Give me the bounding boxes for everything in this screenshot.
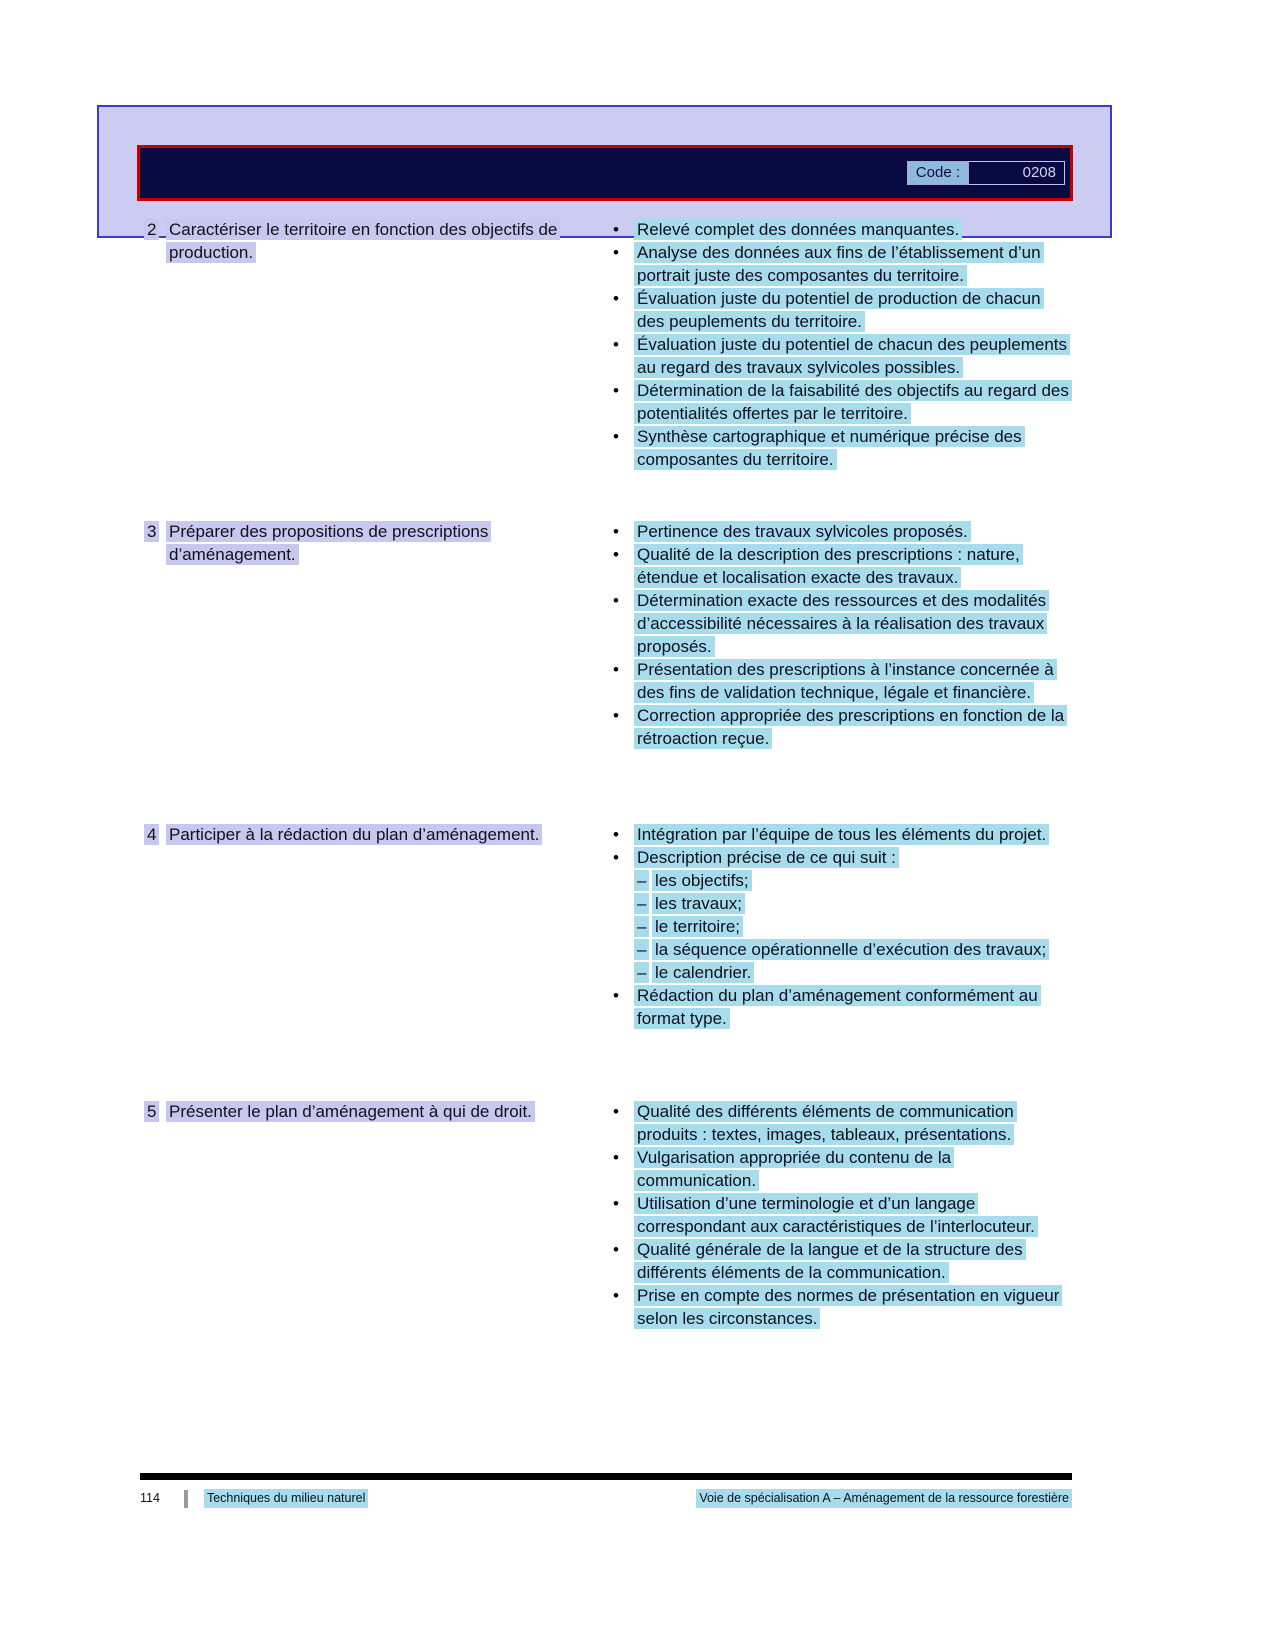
criterion-text: Utilisation d’une terminologie et d’un langage correspondant aux caractéristiques de l’interlocuteur. <box>634 1193 1038 1237</box>
dash-icon <box>634 961 652 984</box>
bullet-icon: • <box>613 243 619 262</box>
competency-number <box>144 823 166 846</box>
criterion-text-wrap <box>634 589 1070 658</box>
bullet-icon: • <box>613 706 619 725</box>
competency-number-text: 4 <box>144 824 159 845</box>
bullet-icon: • <box>613 427 619 446</box>
criterion-text-wrap <box>634 218 1070 241</box>
bullet-icon: • <box>613 220 619 239</box>
sub-criterion-item <box>634 892 1070 915</box>
bullet-icon: • <box>613 1148 619 1167</box>
criterion-text-wrap <box>634 379 1070 425</box>
criterion-text: Intégration par l’équipe de tous les éléments du projet. <box>634 824 1049 845</box>
sub-criterion-text: le territoire; <box>652 916 743 937</box>
criterion-text-wrap <box>634 333 1070 379</box>
criterion-item <box>613 425 1070 471</box>
code-field <box>907 161 1065 185</box>
criterion-text: Analyse des données aux fins de l’établissement d’un portrait juste des composantes du territoire. <box>634 242 1044 286</box>
criterion-text-wrap <box>634 1100 1070 1146</box>
criterion-text: Évaluation juste du potentiel de production de chacun des peuplements du territoire. <box>634 288 1044 332</box>
dash-glyph: – <box>634 870 649 891</box>
bullet-icon: • <box>613 591 619 610</box>
competency-number <box>144 218 166 241</box>
dash-icon <box>634 869 652 892</box>
criterion-item <box>613 823 1070 846</box>
bullet-icon: • <box>613 381 619 400</box>
criterion-text: Rédaction du plan d’aménagement conformément au format type. <box>634 985 1041 1029</box>
footer-left-text: Techniques du milieu naturel <box>204 1489 368 1508</box>
criterion-text: Détermination exacte des ressources et des modalités d’accessibilité nécessaires à la réalisation des travaux proposés. <box>634 590 1049 657</box>
criterion-text: Prise en compte des normes de présentation en vigueur selon les circonstances. <box>634 1285 1062 1329</box>
dash-glyph: – <box>634 939 649 960</box>
competency-cell <box>140 218 613 264</box>
criterion-item <box>613 218 1070 241</box>
criterion-item <box>613 543 1070 589</box>
footer <box>140 1489 1072 1508</box>
competency-cell <box>140 823 613 846</box>
bullet-icon: • <box>613 1286 619 1305</box>
criteria-cell <box>613 520 1070 750</box>
bullet-icon: • <box>613 522 619 541</box>
criteria-cell <box>613 1100 1070 1330</box>
criterion-text: Qualité des différents éléments de communication produits : textes, images, tableaux, présentations. <box>634 1101 1017 1145</box>
criterion-text-wrap <box>634 543 1070 589</box>
criteria-cell <box>613 218 1070 471</box>
criterion-text-wrap <box>634 658 1070 704</box>
criterion-item <box>613 1192 1070 1238</box>
criterion-item <box>613 658 1070 704</box>
criterion-item <box>613 589 1070 658</box>
criterion-item <box>613 1146 1070 1192</box>
dash-icon <box>634 892 652 915</box>
dash-glyph: – <box>634 962 649 983</box>
criterion-text: Qualité de la description des prescriptions : nature, étendue et localisation exacte des travaux. <box>634 544 1023 588</box>
bullet-icon: • <box>613 1240 619 1259</box>
competency-statement <box>166 218 594 264</box>
criterion-text: Description précise de ce qui suit : <box>634 847 899 868</box>
dash-icon <box>634 938 652 961</box>
criterion-item <box>613 704 1070 750</box>
criterion-text: Évaluation juste du potentiel de chacun des peuplements au regard des travaux sylvicoles possibles. <box>634 334 1070 378</box>
criterion-text: Relevé complet des données manquantes. <box>634 219 962 240</box>
competency-row <box>140 218 1070 471</box>
criterion-text: Vulgarisation appropriée du contenu de la communication. <box>634 1147 954 1191</box>
code-value: 0208 <box>969 161 1065 185</box>
competency-number-text: 3 <box>144 521 159 542</box>
criterion-item <box>613 333 1070 379</box>
competency-text: Participer à la rédaction du plan d’aménagement. <box>166 824 542 845</box>
competency-row <box>140 520 1070 750</box>
sub-criterion-text: les objectifs; <box>652 870 752 891</box>
criterion-text-wrap <box>634 1238 1070 1284</box>
competency-row <box>140 1100 1070 1330</box>
criteria-cell <box>613 823 1070 1030</box>
header-title-bar <box>137 145 1073 201</box>
bullet-icon: • <box>613 289 619 308</box>
sub-criterion-item <box>634 915 1070 938</box>
criterion-text-wrap <box>634 425 1070 471</box>
bullet-icon: • <box>613 660 619 679</box>
sub-criterion-text: le calendrier. <box>652 962 754 983</box>
page-number: 114 <box>140 1491 160 1505</box>
criterion-text-wrap <box>634 241 1070 287</box>
bullet-icon: • <box>613 825 619 844</box>
criterion-text: Correction appropriée des prescriptions en fonction de la rétroaction reçue. <box>634 705 1067 749</box>
competency-statement <box>166 823 594 846</box>
sub-criterion-item <box>634 869 1070 892</box>
criterion-text-wrap <box>634 984 1070 1030</box>
criterion-text: Synthèse cartographique et numérique précise des composantes du territoire. <box>634 426 1025 470</box>
sub-criterion-text-wrap <box>652 869 1070 892</box>
criterion-text: Présentation des prescriptions à l’instance concernée à des fins de validation technique, légale et financière. <box>634 659 1057 703</box>
criterion-text-wrap <box>634 520 1070 543</box>
criterion-item <box>613 846 1070 869</box>
sub-criterion-text: les travaux; <box>652 893 745 914</box>
criterion-item <box>613 379 1070 425</box>
criterion-text: Pertinence des travaux sylvicoles proposés. <box>634 521 971 542</box>
bullet-icon: • <box>613 848 619 867</box>
sub-criterion-item <box>634 961 1070 984</box>
footer-tick <box>184 1490 188 1508</box>
bullet-icon: • <box>613 1102 619 1121</box>
criterion-item <box>613 241 1070 287</box>
criterion-item <box>613 1284 1070 1330</box>
dash-glyph: – <box>634 916 649 937</box>
competency-cell <box>140 1100 613 1123</box>
criterion-text-wrap <box>634 704 1070 750</box>
dash-glyph: – <box>634 893 649 914</box>
criterion-item <box>613 1238 1070 1284</box>
competency-number <box>144 1100 166 1123</box>
competency-number-text: 5 <box>144 1101 159 1122</box>
footer-right-text: Voie de spécialisation A – Aménagement de la ressource forestière <box>696 1489 1072 1508</box>
code-label: Code : <box>907 161 969 185</box>
criterion-item <box>613 287 1070 333</box>
criterion-item <box>613 520 1070 543</box>
bullet-icon: • <box>613 1194 619 1213</box>
competency-statement <box>166 1100 594 1123</box>
sub-criterion-text-wrap <box>652 892 1070 915</box>
bullet-icon: • <box>613 986 619 1005</box>
criterion-text-wrap <box>634 846 1070 869</box>
competency-statement <box>166 520 594 566</box>
criterion-item <box>613 1100 1070 1146</box>
footer-rule <box>140 1473 1072 1480</box>
competency-text: Présenter le plan d’aménagement à qui de droit. <box>166 1101 535 1122</box>
criterion-item <box>613 984 1070 1030</box>
criterion-text-wrap <box>634 1284 1070 1330</box>
sub-criterion-item <box>634 938 1070 961</box>
bullet-icon: • <box>613 335 619 354</box>
sub-criterion-text-wrap <box>652 938 1070 961</box>
criterion-text-wrap <box>634 287 1070 333</box>
criterion-text: Détermination de la faisabilité des objectifs au regard des potentialités offertes par le territoire. <box>634 380 1072 424</box>
competency-row <box>140 823 1070 1030</box>
criterion-text-wrap <box>634 823 1070 846</box>
competency-text: Caractériser le territoire en fonction des objectifs de production. <box>166 219 560 263</box>
sub-criterion-text: la séquence opérationnelle d’exécution des travaux; <box>652 939 1049 960</box>
sub-criterion-text-wrap <box>652 915 1070 938</box>
criterion-text-wrap <box>634 1192 1070 1238</box>
criterion-text: Qualité générale de la langue et de la structure des différents éléments de la communication. <box>634 1239 1026 1283</box>
competency-number <box>144 520 166 543</box>
competency-text: Préparer des propositions de prescriptions d’aménagement. <box>166 521 491 565</box>
sub-criterion-text-wrap <box>652 961 1070 984</box>
competency-cell <box>140 520 613 566</box>
dash-icon <box>634 915 652 938</box>
criterion-text-wrap <box>634 1146 1070 1192</box>
competency-number-text: 2 <box>144 219 159 240</box>
bullet-icon: • <box>613 545 619 564</box>
